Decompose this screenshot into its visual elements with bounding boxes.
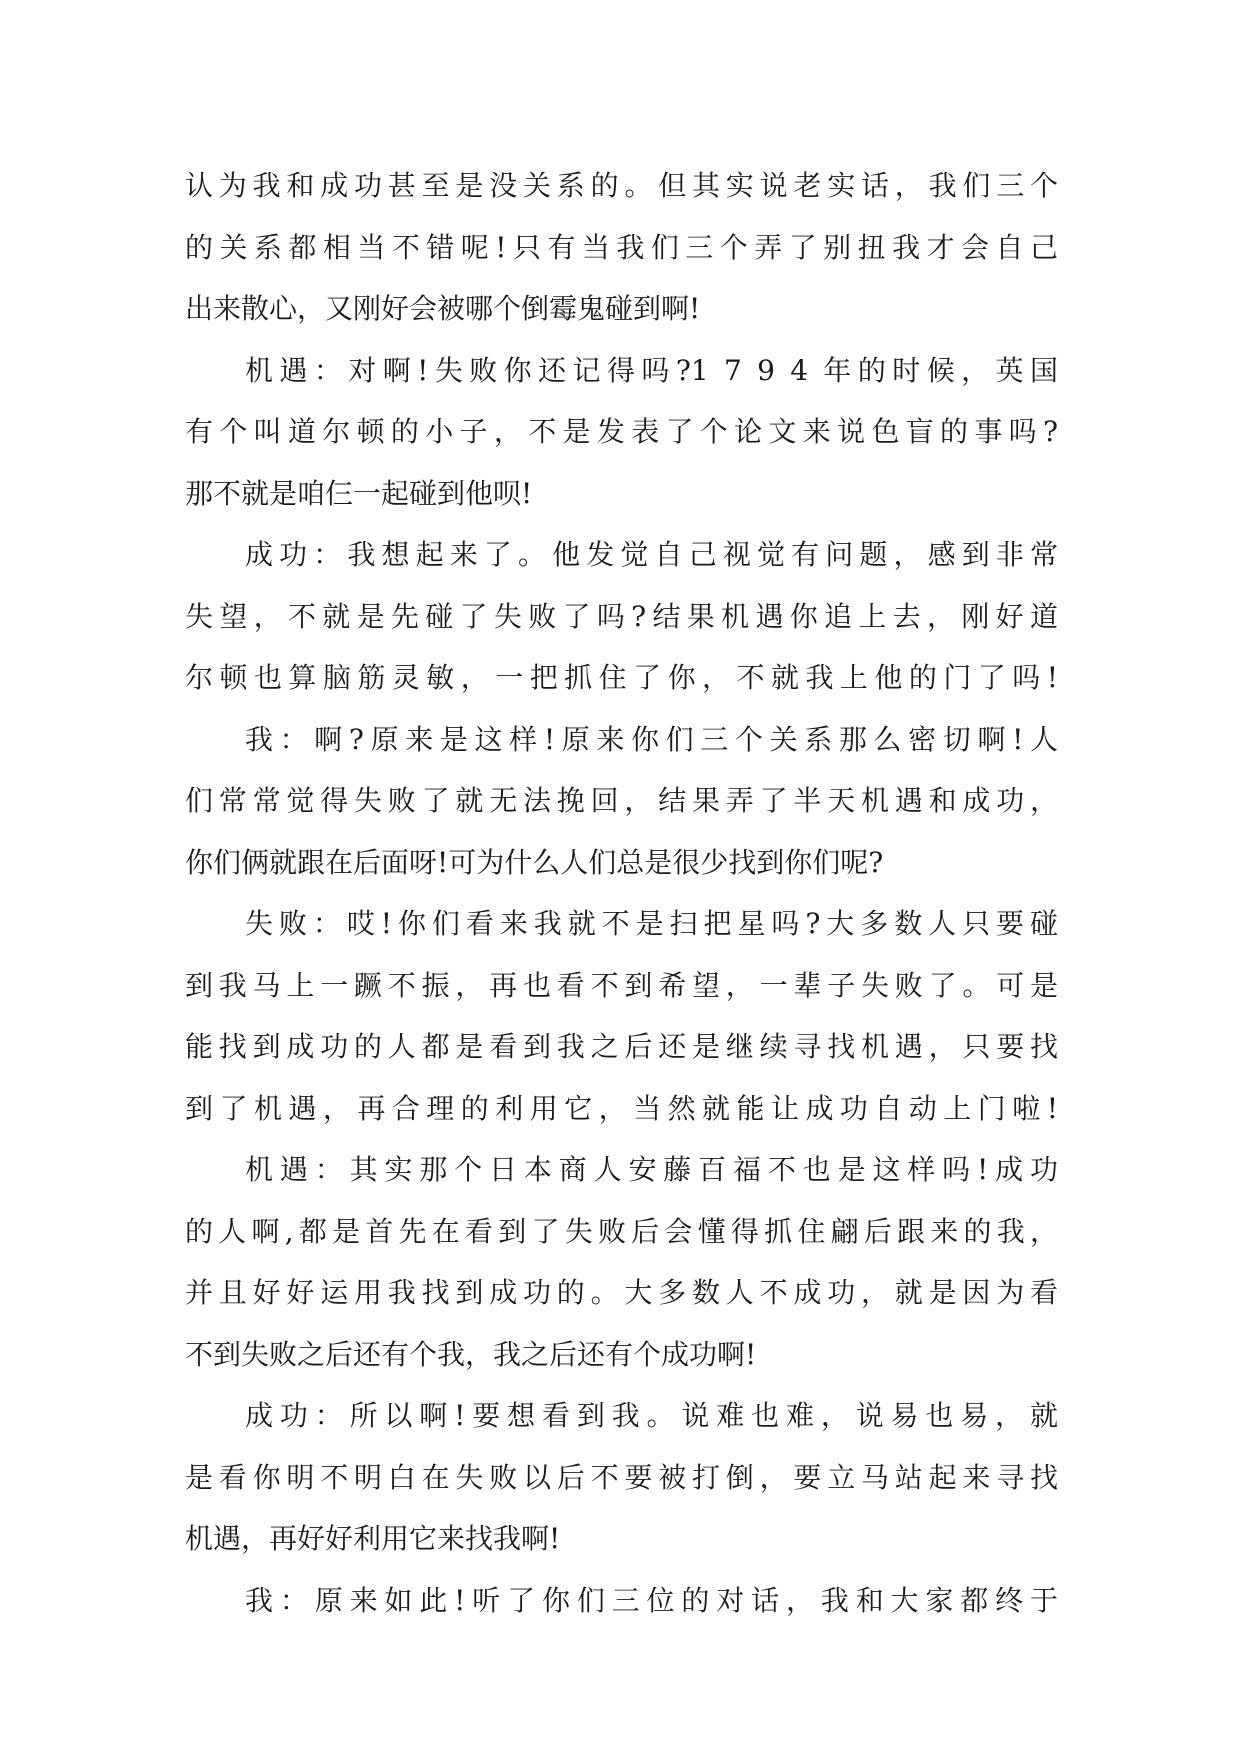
text-line: 你们俩就跟在后面呀!可为什么人们总是很少找到你们呢?: [185, 845, 884, 879]
text-line: 尔顿也算脑筋灵敏，一把抓住了你，不就我上他的门了吗!: [185, 661, 1058, 694]
paragraph-first-line: 机遇：对啊!失败你还记得吗?1 7 9 4 年的时候，英国: [245, 353, 1058, 387]
text-line: 能找到成功的人都是看到我之后还是继续寻找机遇，只要找: [185, 1030, 1058, 1063]
text-line: 们常常觉得失败了就无法挽回，结果弄了半天机遇和成功，: [185, 784, 1058, 817]
text-line: 认为我和成功甚至是没关系的。但其实说老实话，我们三个: [185, 169, 1058, 202]
paragraph-first-line: 机遇：其实那个日本商人安藤百福不也是这样吗!成功: [245, 1153, 1058, 1186]
paragraph-first-line: 成功：我想起来了。他发觉自己视觉有问题，感到非常: [245, 538, 1058, 571]
paragraph-first-line: 失败：哎!你们看来我就不是扫把星吗?大多数人只要碰: [245, 907, 1058, 940]
text-line: 那不就是咱仨一起碰到他呗!: [185, 476, 533, 510]
text-line: 有个叫道尔顿的小子，不是发表了个论文来说色盲的事吗?: [185, 415, 1058, 448]
text-line: 出来散心，又刚好会被哪个倒霉鬼碰到啊!: [185, 292, 701, 325]
text-line: 不到失败之后还有个我，我之后还有个成功啊!: [185, 1337, 757, 1371]
text-line: 到了机遇，再合理的利用它，当然就能让成功自动上门啦!: [185, 1091, 1058, 1125]
text-line: 机遇，再好好利用它来找我啊!: [185, 1522, 561, 1555]
text-line: 失望，不就是先碰了失败了吗?结果机遇你追上去，刚好道: [185, 599, 1058, 633]
text-line: 到我马上一蹶不振，再也看不到希望，一辈子失败了。可是: [185, 968, 1058, 1002]
paragraph-first-line: 我：原来如此!听了你们三位的对话，我和大家都终于: [245, 1583, 1058, 1617]
text-line: 是看你明不明白在失败以后不要被打倒，要立马站起来寻找: [185, 1460, 1058, 1494]
paragraph-first-line: 我：啊?原来是这样!原来你们三个关系那么密切啊!人: [245, 722, 1058, 756]
text-line: 的人啊,都是首先在看到了失败后会懂得抓住翩后跟来的我，: [185, 1214, 1058, 1248]
document-body: [185, 155, 1058, 1631]
text-line: 并且好好运用我找到成功的。大多数人不成功，就是因为看: [185, 1276, 1058, 1309]
text-line: 的关系都相当不错呢!只有当我们三个弄了别扭我才会自己: [185, 230, 1058, 264]
paragraph-first-line: 成功：所以啊!要想看到我。说难也难，说易也易，就: [245, 1399, 1058, 1432]
